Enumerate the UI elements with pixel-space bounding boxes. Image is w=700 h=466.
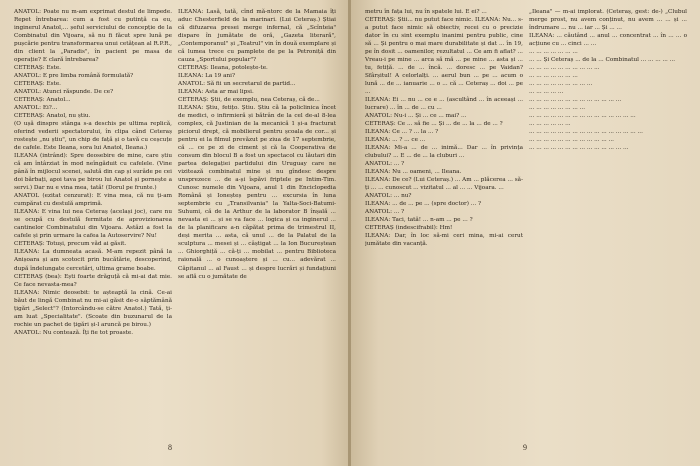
script-paragraph: ... ... ... ... ... ... xyxy=(529,121,571,128)
script-paragraph: ... ... ... ... ... ... ... ... ... ... ... ... ... xyxy=(529,97,622,104)
script-paragraph: ANATOL: Poate nu m-am exprimat destul de limpede. Repet întrebarea: cum a fost cu putință ca eu, inginerul Anatol,... șeful serviciului de concepție de la Combinatul din Vijoara, să nu fi făcut spre lună pe pușcărie pentru transformarea unui cetățean al R.P.R., din client la „Paradis", în pacient pe masa de operație? E clară întrebarea? xyxy=(14,9,172,64)
script-paragraph: ILEANA: ... căutând ... anul ... concentrat ... în ... ... o acțiune cu ... cinci ... ... xyxy=(529,33,687,48)
left-page-column-2 xyxy=(178,8,336,438)
script-paragraph: ILEANA: La 19 ani? xyxy=(178,73,236,80)
script-paragraph: ... ... ... ... ... ... ... ... ... xyxy=(529,81,593,88)
script-paragraph: ANATOL: ... ? xyxy=(365,161,405,168)
script-paragraph: ILEANA: E vina lui nea Ceteraș (același joc), care nu se ocupă cu destulă fermitate de aprovizionarea cantinelor Combinatului din Vijoara. Astăzi a fost la cafele și prin urmare la cafea la Autoservire? Nu! xyxy=(14,209,172,240)
script-paragraph: (O ușă dinspre stânga s-a deschis pe ultima replică, oferind vederii spectatorului, în clipa când Ceteraș rostește „nu știu", un chip de față și o tavă cu ceșcuțe de cafele. Este Ileana, sora lui Anatol, Ileana.) xyxy=(14,121,172,152)
script-paragraph: CETERAȘ: Totuși, precum văd ai găsit. xyxy=(14,241,127,248)
right-page-column-2 xyxy=(529,8,687,438)
left-page xyxy=(0,0,349,466)
script-paragraph: ILEANA: Dar, în loc să-mi ceri mina, mi-ai cerut jumătate din vacanță. xyxy=(365,233,523,248)
script-paragraph: ANATOL: Atunci răspunde. De ce? xyxy=(14,89,114,96)
script-paragraph: CETERAȘ: Ce ... să fie ... Și ... de ... la ... de ... ? xyxy=(365,121,503,128)
script-paragraph: ... ... ... ... ... ... ... ... ... ... ... ... ... ... xyxy=(529,145,629,152)
script-paragraph: ANATOL: ... ? xyxy=(365,209,405,216)
script-paragraph: ILEANA: Nimic deosebit: te așteaptă la cină. Ce-ai băut de lingă Combinat nu mi-ai găsit de-o săptămână țigări „Select"? (Intorcându-se către Anatol.) Tată, ți-am luat „Specialitate". (Scoate din buzunarul de la rochie un pachet de țigări și-l aruncă pe birou.) xyxy=(14,289,172,328)
script-paragraph: CETERAȘ: Este. xyxy=(14,65,61,72)
script-paragraph: CETERAȘ: Știi, de exemplu, nea Ceteraș, că de... xyxy=(178,97,320,104)
script-paragraph: CETERAȘ: Știi... nu putut face nimic. ILEANA: Nu... s-a putut face nimic să obiectiv, recei cu o precizie dator în cu sint exemplu inanimi pentru public, cine să ... Și pentru o mai mare durabilitate și dat ... în 19, pe în dosit ... oamenilor, rezultatul ... Ce am fi aflat? ... Vreau-i pe mine ... arca să mă ... pe mine ... asta și ... tu, fetiță. ... de ... încă. ... doresc ... pe Vaidan? Sfârșitul! A celorlalți. ... aerul bun ... pe ... acum o lună ... de ... ianuarie ... o ... că ... Ceteraș ... doi ... pe ... xyxy=(365,17,523,96)
script-paragraph: ILEANA: Știu, fetițo. Știu. Știu că la policlinica încet de medici, o infirmieră și bătrân de la cel de-al 8-lea complex, că Justinian de la mecanică 1 și-a fracturat piciorul drept, că mobilierul pentru școala de cor... și pentru ei la filmul prevăzut pe ziua de 17 septembrie, că ... ce pe zi de ciment și că la Cooperativa de consum din blocul B a fost un spectacol cu lăutari din partea delegației partidului din Uruguay care ne vizitează combinatul mine și nu gîndesc despre unsprezece ... de a-și îspăvi friptele pe Intim-Tim. Cunosc numele din Vijoara, anul 1 din Enciclopedia Română și Ioneșteș pentru ... excursia în luna septembrie cu „Transilvania" la Yalta-Soci-Batumi-Suhumi, că de la Arthur de la laborator B înșală ... nevasta ei ... și se va face ... logica și ca inginerul ... de la planificare a-n căpătat prima de trimestrul II, deși merita ... asta, că unul ... de la Palatul de la sculptura ... mesei și ... câștigat ... la Ion Bucureștean ... Ghiorghiță ... că-ți ... mobilat ... pentru Biblioteca raională ... o cunoaștere și ... cu... adevărat ... Căpitanul ... al Faust ... și despre lucrări și fundațiuni se află cu o jumătate de xyxy=(178,105,336,280)
script-paragraph: ... ... ... ... ... ... ... ... xyxy=(529,105,586,112)
script-paragraph: ANATOL: ... nu? xyxy=(365,193,412,200)
script-paragraph: ... ... ... ... ... ... ... xyxy=(529,49,578,56)
script-paragraph: CETERAȘ: Este. xyxy=(14,81,61,88)
script-paragraph: ILEANA: La dumneata acasă. M-am repezit până la Anișoara și am scotocit prin bucătărie, descoperind, după îndelungate cercetări, ultima grame boabe. xyxy=(14,249,172,272)
script-paragraph: ... ... ... ... ... ... ... ... ... ... ... ... ... ... ... xyxy=(529,113,636,120)
script-paragraph: ILEANA: Ei ... nu ... ce e ... (ascultând ... în aceeași ... lucrare) ... în ... de ... cu ... xyxy=(365,97,523,112)
script-paragraph: ILEANA: Nu ... oameni, ... Ileana. xyxy=(365,169,462,176)
script-paragraph: ... ... ... ... ... xyxy=(529,89,564,96)
script-paragraph: metru în fața lui, nu în spatele lui. E ei? ... xyxy=(365,9,487,15)
script-paragraph: ILEANA: De ce? (Lui Ceteraș.) ... Am ... plăcerea ... să-ți ... ... cunoscut ... vizitatul ... al ... ... Vijoara. ... xyxy=(365,177,523,192)
script-paragraph: ... ... ... ... ... ... ... xyxy=(529,73,578,80)
script-paragraph: ILEANA: Mi-a ... de ... inimă... Dar ... în privința clubului? ... E ... de ... la cluburi ... xyxy=(365,145,523,160)
script-paragraph: ILEANA: ... ? ... ce ... xyxy=(365,137,426,144)
script-paragraph: ANATOL: Nu-i ... Și ... ce ... mai? ... xyxy=(365,113,467,120)
right-page-number: 9 xyxy=(523,443,527,452)
script-paragraph: ... ... ... ... ... ... ... ... ... ... ... ... ... ... ... ... xyxy=(529,129,643,136)
script-paragraph: ANATOL (ezitat cenzurat): E vina mea, că nu ți-am cumpărat cu destulă amprimă. xyxy=(14,193,172,208)
script-paragraph: CETERAȘ: Ileana, potolește-te. xyxy=(178,65,268,72)
script-paragraph: CETERAȘ: Anatol, nu știu. xyxy=(14,113,91,120)
script-paragraph: ... ... Și Ceteraș ... de la ... Combinatul ... ... ... ... ... xyxy=(529,57,676,64)
right-page-column-1 xyxy=(365,8,523,438)
script-paragraph: „Ileana" — m-ai implorat. (Ceteraș, gest: de-) „Clubul merge prost, nu avem conținut, nu avem ... ... și ... îndrumare ... nu ... iar ... Și ... ... xyxy=(529,9,687,32)
script-paragraph: ILEANA: Taci, tată! ... n-am ... pe ... ? xyxy=(365,217,473,224)
script-paragraph: ANATOL: Ei?... xyxy=(14,105,58,112)
script-paragraph: ILEANA: Ce ... ? ... la ... ? xyxy=(365,129,439,136)
script-paragraph: CETERAȘ (bea): Ești foarte drăguță că mi-ai dat mie. Ce face nevasta-mea? xyxy=(14,273,172,288)
script-paragraph: CETERAȘ (indescifrabil): Hm! xyxy=(365,225,453,232)
script-paragraph: ANATOL: Nu contează. Îți fie tot proaste. xyxy=(14,329,134,336)
script-paragraph: ... ... ... ... ... ... ... ... ... ... ... ... xyxy=(529,137,614,144)
script-paragraph: ... ... ... ... ... ... ... ... ... ... xyxy=(529,65,600,72)
script-paragraph: ILEANA: ... de ... pe ... (spre doctor) ... ? xyxy=(365,201,482,208)
script-paragraph: ANATOL: E pre limba română formulată? xyxy=(14,73,134,80)
script-paragraph: ILEANA (intrând): Spre deosebire de mine, care știu că am întârziat în mod neîngăduit cu cafelele. (Vine până în mijlocul scenei, salută din cap și surâde pe cei doi bărbați, apoi tava pe birou lui Anatol și pornește a servi.) Dar nu e vina mea, tată! (Dorul pe frunte.) xyxy=(14,153,172,192)
script-paragraph: ANATOL: Să fii un secretarul de partid... xyxy=(178,81,296,88)
script-paragraph: ILEANA: Asta ar mai lipsi. xyxy=(178,89,254,96)
right-page xyxy=(351,0,700,466)
script-paragraph: ILEANA: Lasă, tată, cînd mă-ntorc de la Mamaia îți aduc Chesterfield de la marinari. (Lui Ceteraș.) Știai că difuzarea presei merge infernal, că „Scînteia" dispare în jumătate de oră, „Gazeta literară", „Contemporanul" și „Teatrul" vin în două exemplare și că lumea trece cu pamplete de pe la Petroniță din cauza „Sportului popular"? xyxy=(178,9,336,64)
left-page-number: 8 xyxy=(168,443,172,452)
left-page-column-1 xyxy=(14,8,172,438)
script-paragraph: CETERAȘ: Anatol... xyxy=(14,97,71,104)
